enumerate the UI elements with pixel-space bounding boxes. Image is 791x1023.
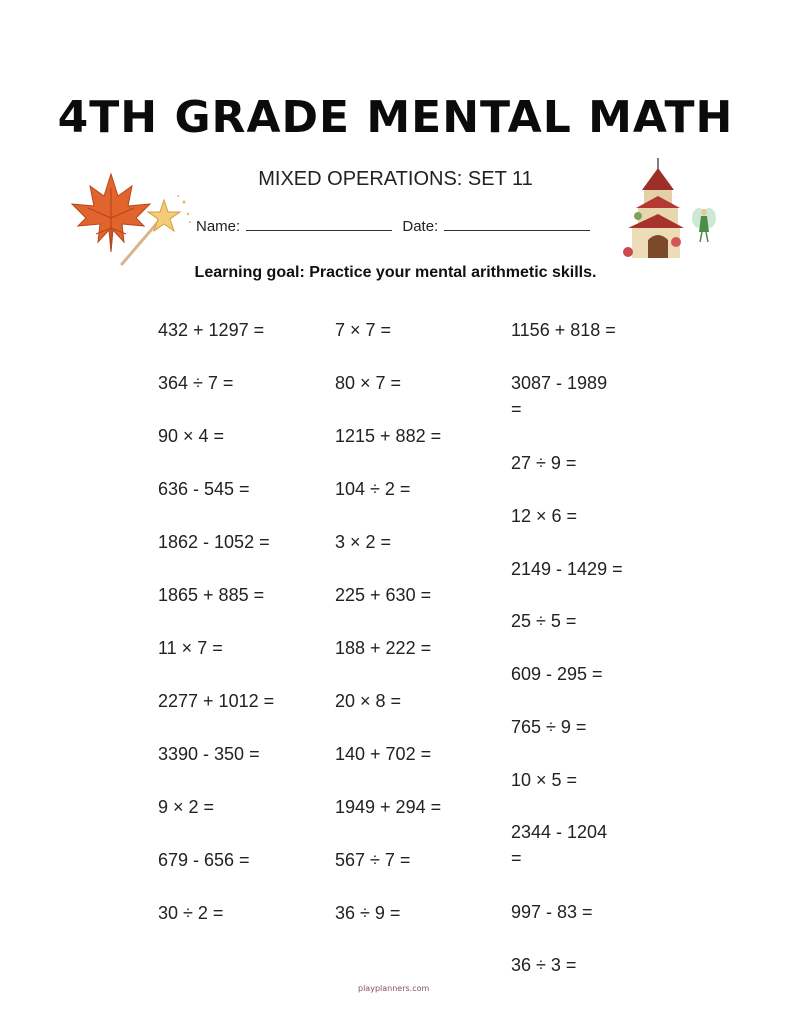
name-label: Name:: [196, 218, 241, 235]
problem-item: 7 × 7 =: [335, 320, 392, 340]
problem-item: 2277 + 1012 =: [158, 691, 275, 711]
fairy-icon: [690, 204, 718, 246]
problem-item: 140 + 702 =: [335, 744, 432, 764]
star-wand-icon: [114, 192, 194, 268]
problem-item: 225 + 630 =: [335, 585, 432, 605]
problem-item: 1156 + 818 =: [511, 320, 616, 340]
problem-item: 3 × 2 =: [335, 532, 392, 552]
problem-item: 567 ÷ 7 =: [335, 850, 411, 870]
problem-item: 20 × 8 =: [335, 691, 402, 711]
problem-item: 12 × 6 =: [511, 506, 578, 526]
problem-item: 30 ÷ 2 =: [158, 903, 224, 923]
problem-item: 36 ÷ 9 =: [335, 903, 401, 923]
name-field[interactable]: [246, 216, 392, 231]
footer-brand: playplanners.com: [358, 984, 430, 993]
problem-item: 609 - 295 =: [511, 664, 603, 684]
learning-goal: Learning goal: Practice your mental arithmetic skills.: [194, 264, 597, 281]
problem-item: 80 × 7 =: [335, 373, 402, 393]
date-field[interactable]: [444, 216, 590, 231]
date-label: Date:: [402, 218, 439, 235]
problem-item: 3087 - 1989 =: [511, 373, 608, 419]
fairy-house-icon: [618, 156, 688, 260]
problem-item: 90 × 4 =: [158, 426, 225, 446]
problem-item: 765 ÷ 9 =: [511, 717, 587, 737]
problem-item: 1215 + 882 =: [335, 426, 442, 446]
problem-item: 2149 - 1429 =: [511, 559, 623, 579]
problem-item: 2344 - 1204 =: [511, 822, 608, 868]
problem-item: 3390 - 350 =: [158, 744, 260, 764]
problem-item: 1865 + 885 =: [158, 585, 265, 605]
problem-item: 364 ÷ 7 =: [158, 373, 234, 393]
problem-item: 432 + 1297 =: [158, 320, 265, 340]
problem-item: 679 - 656 =: [158, 850, 250, 870]
problem-item: 1949 + 294 =: [335, 797, 442, 817]
problem-item: 10 × 5 =: [511, 770, 578, 790]
problem-item: 9 × 2 =: [158, 797, 215, 817]
problem-item: 36 ÷ 3 =: [511, 955, 577, 975]
problem-item: 1862 - 1052 =: [158, 532, 270, 552]
page-title: 4TH GRADE MENTAL MATH: [57, 92, 734, 143]
problem-item: 104 ÷ 2 =: [335, 479, 411, 499]
problem-item: 997 - 83 =: [511, 902, 593, 922]
name-date-row: [196, 216, 596, 235]
problem-item: 27 ÷ 9 =: [511, 453, 577, 473]
problem-item: 636 - 545 =: [158, 479, 250, 499]
problem-item: 11 × 7 =: [158, 638, 223, 658]
problem-item: 25 ÷ 5 =: [511, 611, 577, 631]
problem-item: 188 + 222 =: [335, 638, 432, 658]
page-subtitle: MIXED OPERATIONS: SET 11: [258, 168, 533, 190]
